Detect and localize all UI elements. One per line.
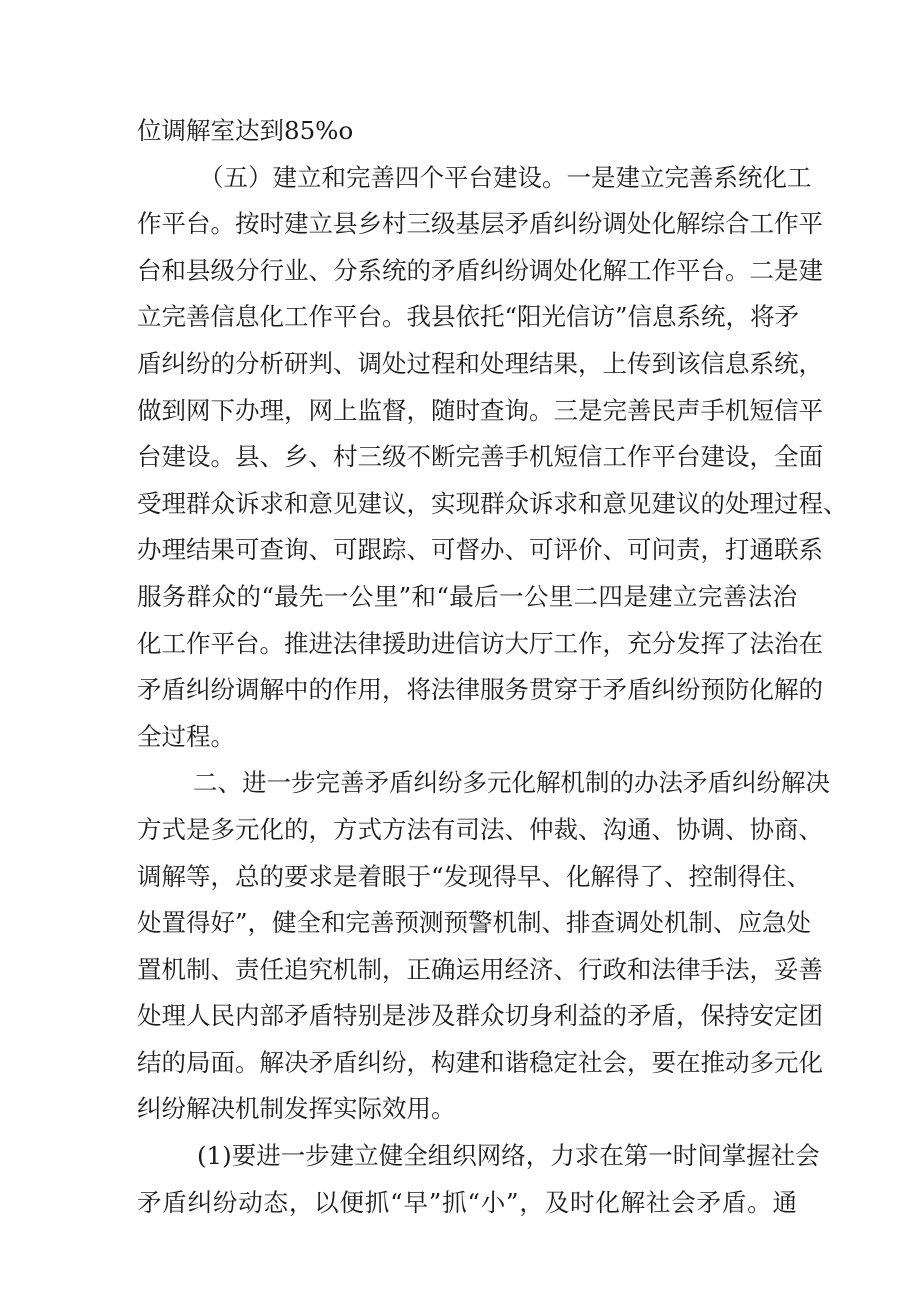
text-line: 立完善信息化工作平台。我县依托“阳光信访”信息系统，将矛 — [137, 302, 800, 332]
text-line: 位调解室达到85%o — [137, 116, 354, 145]
text-line: (1)要进一步建立健全组织网络，力求在第一时间掌握社会 — [197, 1141, 820, 1171]
text-line: 盾纠纷的分析研判、调处过程和处理结果，上传到该信息系统， — [137, 348, 823, 378]
text-line: 置机制、责任追究机制，正确运用经济、行政和法律手法，妥善 — [137, 954, 823, 984]
text-line: 全过程。 — [137, 721, 235, 751]
text-line: 调解等，总的要求是着眼于“发现得早、化解得了、控制得住、 — [137, 861, 812, 891]
text-line: 处理人民内部矛盾特别是涉及群众切身利益的矛盾，保持安定团 — [137, 1001, 823, 1031]
text-line: 二、进一步完善矛盾纠纷多元化解机制的办法矛盾纠纷解决 — [193, 768, 830, 798]
text-line: 矛盾纠纷动态，以便抓“早”抓“小”，及时化解社会矛盾。通 — [137, 1187, 797, 1217]
text-line: （五）建立和完善四个平台建设。一是建立完善系统化工 — [199, 162, 812, 192]
text-line: 方式是多元化的，方式方法有司法、仲裁、沟通、协调、协商、 — [137, 814, 823, 844]
text-line: 矛盾纠纷调解中的作用，将法律服务贯穿于矛盾纠纷预防化解的 — [137, 675, 823, 705]
text-line: 受理群众诉求和意见建议，实现群众诉求和意见建议的处理过程、 — [137, 488, 848, 518]
text-line: 台建设。县、乡、村三级不断完善手机短信工作平台建设，全面 — [137, 442, 823, 472]
text-line: 作平台。按时建立县乡村三级基层矛盾纠纷调处化解综合工作平 — [137, 209, 823, 239]
text-line: 服务群众的“最先一公里”和“最后一公里二四是建立完善法治 — [137, 581, 797, 611]
text-line: 台和县级分行业、分系统的矛盾纠纷调处化解工作平台。二是建 — [137, 255, 823, 285]
text-line: 处置得好”，健全和完善预测预警机制、排查调处机制、应急处 — [137, 908, 812, 938]
text-line: 做到网下办理，网上监督，随时查询。三是完善民声手机短信平 — [137, 395, 823, 425]
text-line: 结的局面。解决矛盾纠纷，构建和谐稳定社会，要在推动多元化 — [137, 1047, 823, 1077]
text-line: 纠纷解决机制发挥实际效用。 — [137, 1094, 456, 1124]
text-line: 化工作平台。推进法律援助进信访大厅工作，充分发挥了法治在 — [137, 628, 823, 658]
text-line: 办理结果可查询、可跟踪、可督办、可评价、可问责，打通联系 — [137, 535, 823, 565]
document-body — [137, 108, 848, 1226]
